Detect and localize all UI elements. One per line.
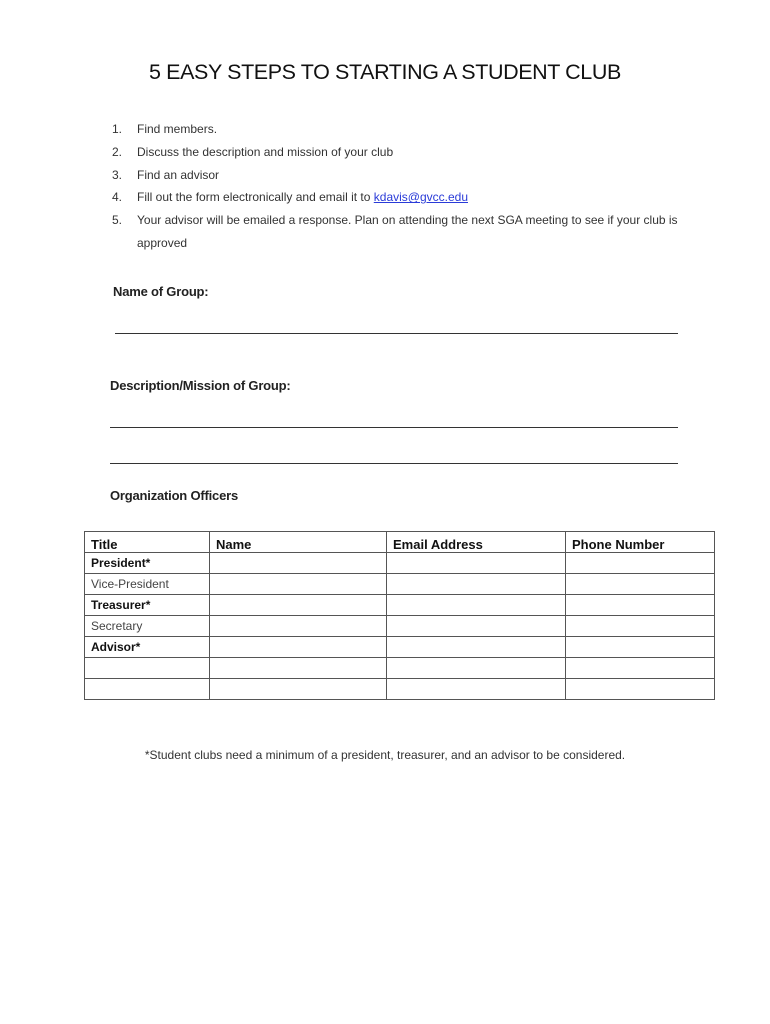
table-row [85, 616, 715, 637]
officer-name-cell[interactable] [210, 637, 387, 658]
table-row [85, 658, 715, 679]
officer-phone-cell[interactable] [566, 553, 715, 574]
table-row [85, 595, 715, 616]
officer-phone-cell[interactable] [566, 679, 715, 700]
table-header-row [85, 532, 715, 553]
officer-email-cell[interactable] [387, 595, 566, 616]
officers-table [84, 531, 715, 700]
officer-phone-cell[interactable] [566, 616, 715, 637]
step-number: 5. [112, 213, 123, 228]
table-row [85, 553, 715, 574]
step-text: Find an advisor [137, 167, 220, 182]
step-item [112, 164, 692, 187]
officer-title-cell: Treasurer* [85, 595, 210, 616]
officer-email-cell[interactable] [387, 574, 566, 595]
officer-phone-cell[interactable] [566, 574, 715, 595]
officer-title-cell: Secretary [85, 616, 210, 637]
officers-label: Organization Officers [110, 488, 238, 503]
step-text: Your advisor will be emailed a response. Plan on attending the next SGA meeting to see if your club is approved [137, 213, 678, 250]
step-number: 4. [112, 190, 123, 205]
officer-email-cell[interactable] [387, 658, 566, 679]
name-of-group-line[interactable] [115, 333, 678, 334]
officer-name-cell[interactable] [210, 658, 387, 679]
officer-email-cell[interactable] [387, 679, 566, 700]
officer-name-cell[interactable] [210, 616, 387, 637]
officer-name-cell[interactable] [210, 553, 387, 574]
step-item [112, 118, 692, 141]
description-line-2[interactable] [110, 463, 678, 464]
page-title: 5 EASY STEPS TO STARTING A STUDENT CLUB [149, 60, 621, 84]
description-line-1[interactable] [110, 427, 678, 428]
officer-name-cell[interactable] [210, 679, 387, 700]
step-text: Find members. [137, 122, 218, 136]
header-email: Email Address [387, 532, 566, 553]
step-item [112, 186, 692, 209]
step-item [112, 141, 692, 164]
officer-title-cell [85, 658, 210, 679]
step-number: 3. [112, 167, 123, 182]
step-number: 1. [112, 122, 123, 136]
header-title: Title [85, 532, 210, 553]
officer-name-cell[interactable] [210, 595, 387, 616]
step-text: Fill out the form electronically and email it to [137, 190, 374, 205]
steps-list [112, 118, 692, 255]
officer-email-cell[interactable] [387, 553, 566, 574]
footnote: *Student clubs need a minimum of a president, treasurer, and an advisor to be considered. [144, 748, 626, 762]
header-phone: Phone Number [566, 532, 715, 553]
officer-email-cell[interactable] [387, 637, 566, 658]
officer-title-cell [85, 679, 210, 700]
officer-name-cell[interactable] [210, 574, 387, 595]
description-label: Description/Mission of Group: [110, 378, 291, 393]
officer-email-cell[interactable] [387, 616, 566, 637]
officer-phone-cell[interactable] [566, 595, 715, 616]
table-row [85, 637, 715, 658]
officer-title-cell: Advisor* [85, 637, 210, 658]
step-item [112, 209, 692, 255]
email-link[interactable]: kdavis@gvcc.edu [373, 190, 468, 205]
step-text: Discuss the description and mission of your club [137, 144, 394, 159]
table-row [85, 574, 715, 595]
officer-phone-cell[interactable] [566, 658, 715, 679]
officer-phone-cell[interactable] [566, 637, 715, 658]
step-number: 2. [112, 144, 123, 159]
officer-title-cell: President* [85, 553, 210, 574]
header-name: Name [210, 532, 387, 553]
table-row [85, 679, 715, 700]
name-of-group-label: Name of Group: [113, 284, 209, 299]
officer-title-cell: Vice-President [85, 574, 210, 595]
